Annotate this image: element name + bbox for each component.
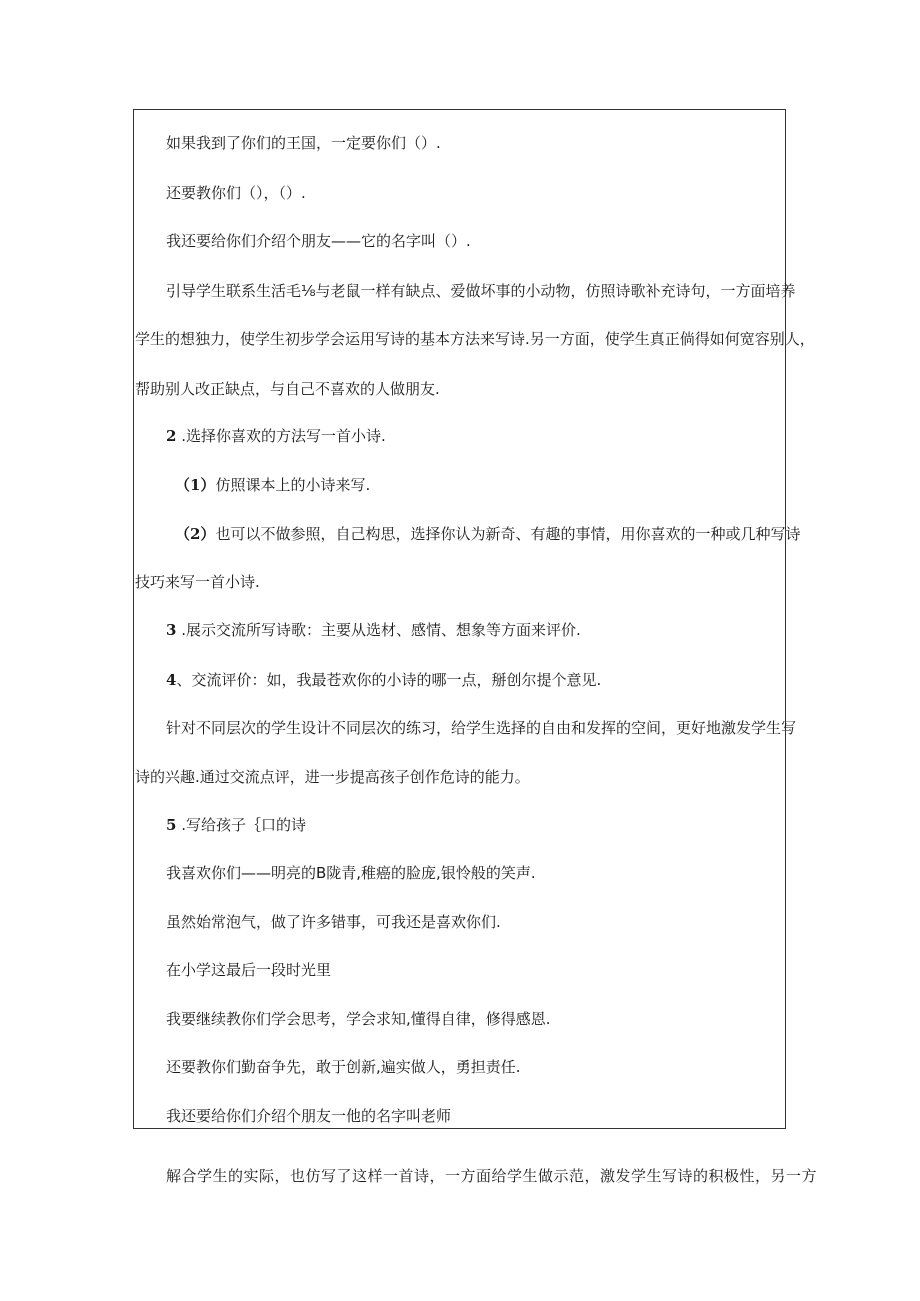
text-line-10: 技巧来写一首小诗. — [135, 573, 260, 591]
step-number: 2 — [166, 427, 177, 445]
text-line-6: 帮助别人改正缺点，与自己不喜欢的人做朋友. — [135, 380, 440, 398]
poem-line-6: 我还要给你们介绍个朋友一他的名字叫老师 — [166, 1107, 452, 1125]
substep-text: 也可以不做参照，自己构思，选择你认为新奇、有趣的事情，用你喜欢的一种或几种写诗 — [215, 525, 801, 543]
text-line-3: 我还要给你们介绍个朋友——它的名字叫（）. — [166, 232, 471, 250]
substep-text: 仿照课本上的小诗来写. — [215, 476, 371, 494]
step-number: 5 — [166, 816, 177, 834]
text-line-13: 针对不同层次的学生设计不同层次的练习，给学生选择的自由和发挥的空间，更好地激发学生写 — [166, 719, 797, 737]
step-number: 3 — [166, 621, 177, 639]
step-text: .展示交流所写诗歌：主要从选材、感情、想象等方面来评价. — [176, 621, 581, 639]
substep-2-line — [175, 524, 800, 544]
step-4-line — [166, 670, 601, 690]
step-text: .选择你喜欢的方法写一首小诗. — [176, 427, 386, 445]
text-line-4: 引导学生联系生活毛⅛与老鼠一样有缺点、爱做坏事的小动物，仿照诗歌补充诗句，一方面培养 — [166, 282, 796, 300]
body-paragraph: 解合学生的实际，也仿写了这样一首诗，一方面给学生做示范，激发学生写诗的积极性，另一方 — [166, 1167, 818, 1185]
step-2-line — [166, 426, 386, 446]
substep-1-line — [175, 475, 370, 495]
substep-number: （1） — [175, 476, 216, 494]
step-5-line — [166, 815, 306, 835]
text-line-5: 学生的想独力，使学生初步学会运用写诗的基本方法来写诗.另一方面，使学生真正倘得如何宽容别人， — [135, 330, 815, 348]
text-line-2: 还要教你们（），（）. — [166, 184, 306, 202]
poem-line-3: 在小学这最后一段时光里 — [166, 961, 332, 979]
poem-line-1: 我喜欢你们——明亮的B陇青,稚癌的脸庞,银怜般的笑声. — [166, 864, 536, 882]
text-line-14: 诗的兴趣.通过交流点评，进一步提高孩子创作危诗的能力。 — [135, 768, 530, 786]
step-text: .写给孩子｛口的诗 — [176, 816, 306, 834]
substep-number: （2） — [175, 525, 216, 543]
poem-line-2: 虽然始常泡气，做了许多错事，可我还是喜欢你们. — [166, 913, 501, 931]
step-number: 4 — [166, 671, 177, 689]
step-3-line — [166, 620, 581, 640]
poem-line-5: 还要教你们勤奋争先，敢于创新,遍实做人，勇担责任. — [166, 1058, 521, 1076]
poem-line-4: 我要继续教你们学会思考，学会求知,懂得自律，修得感恩. — [166, 1010, 551, 1028]
step-text: 、交流评价：如，我最苍欢你的小诗的哪一点，掰创尔提个意见. — [176, 671, 602, 689]
text-line-1: 如果我到了你们的王国，一定要你们（）. — [166, 134, 441, 152]
